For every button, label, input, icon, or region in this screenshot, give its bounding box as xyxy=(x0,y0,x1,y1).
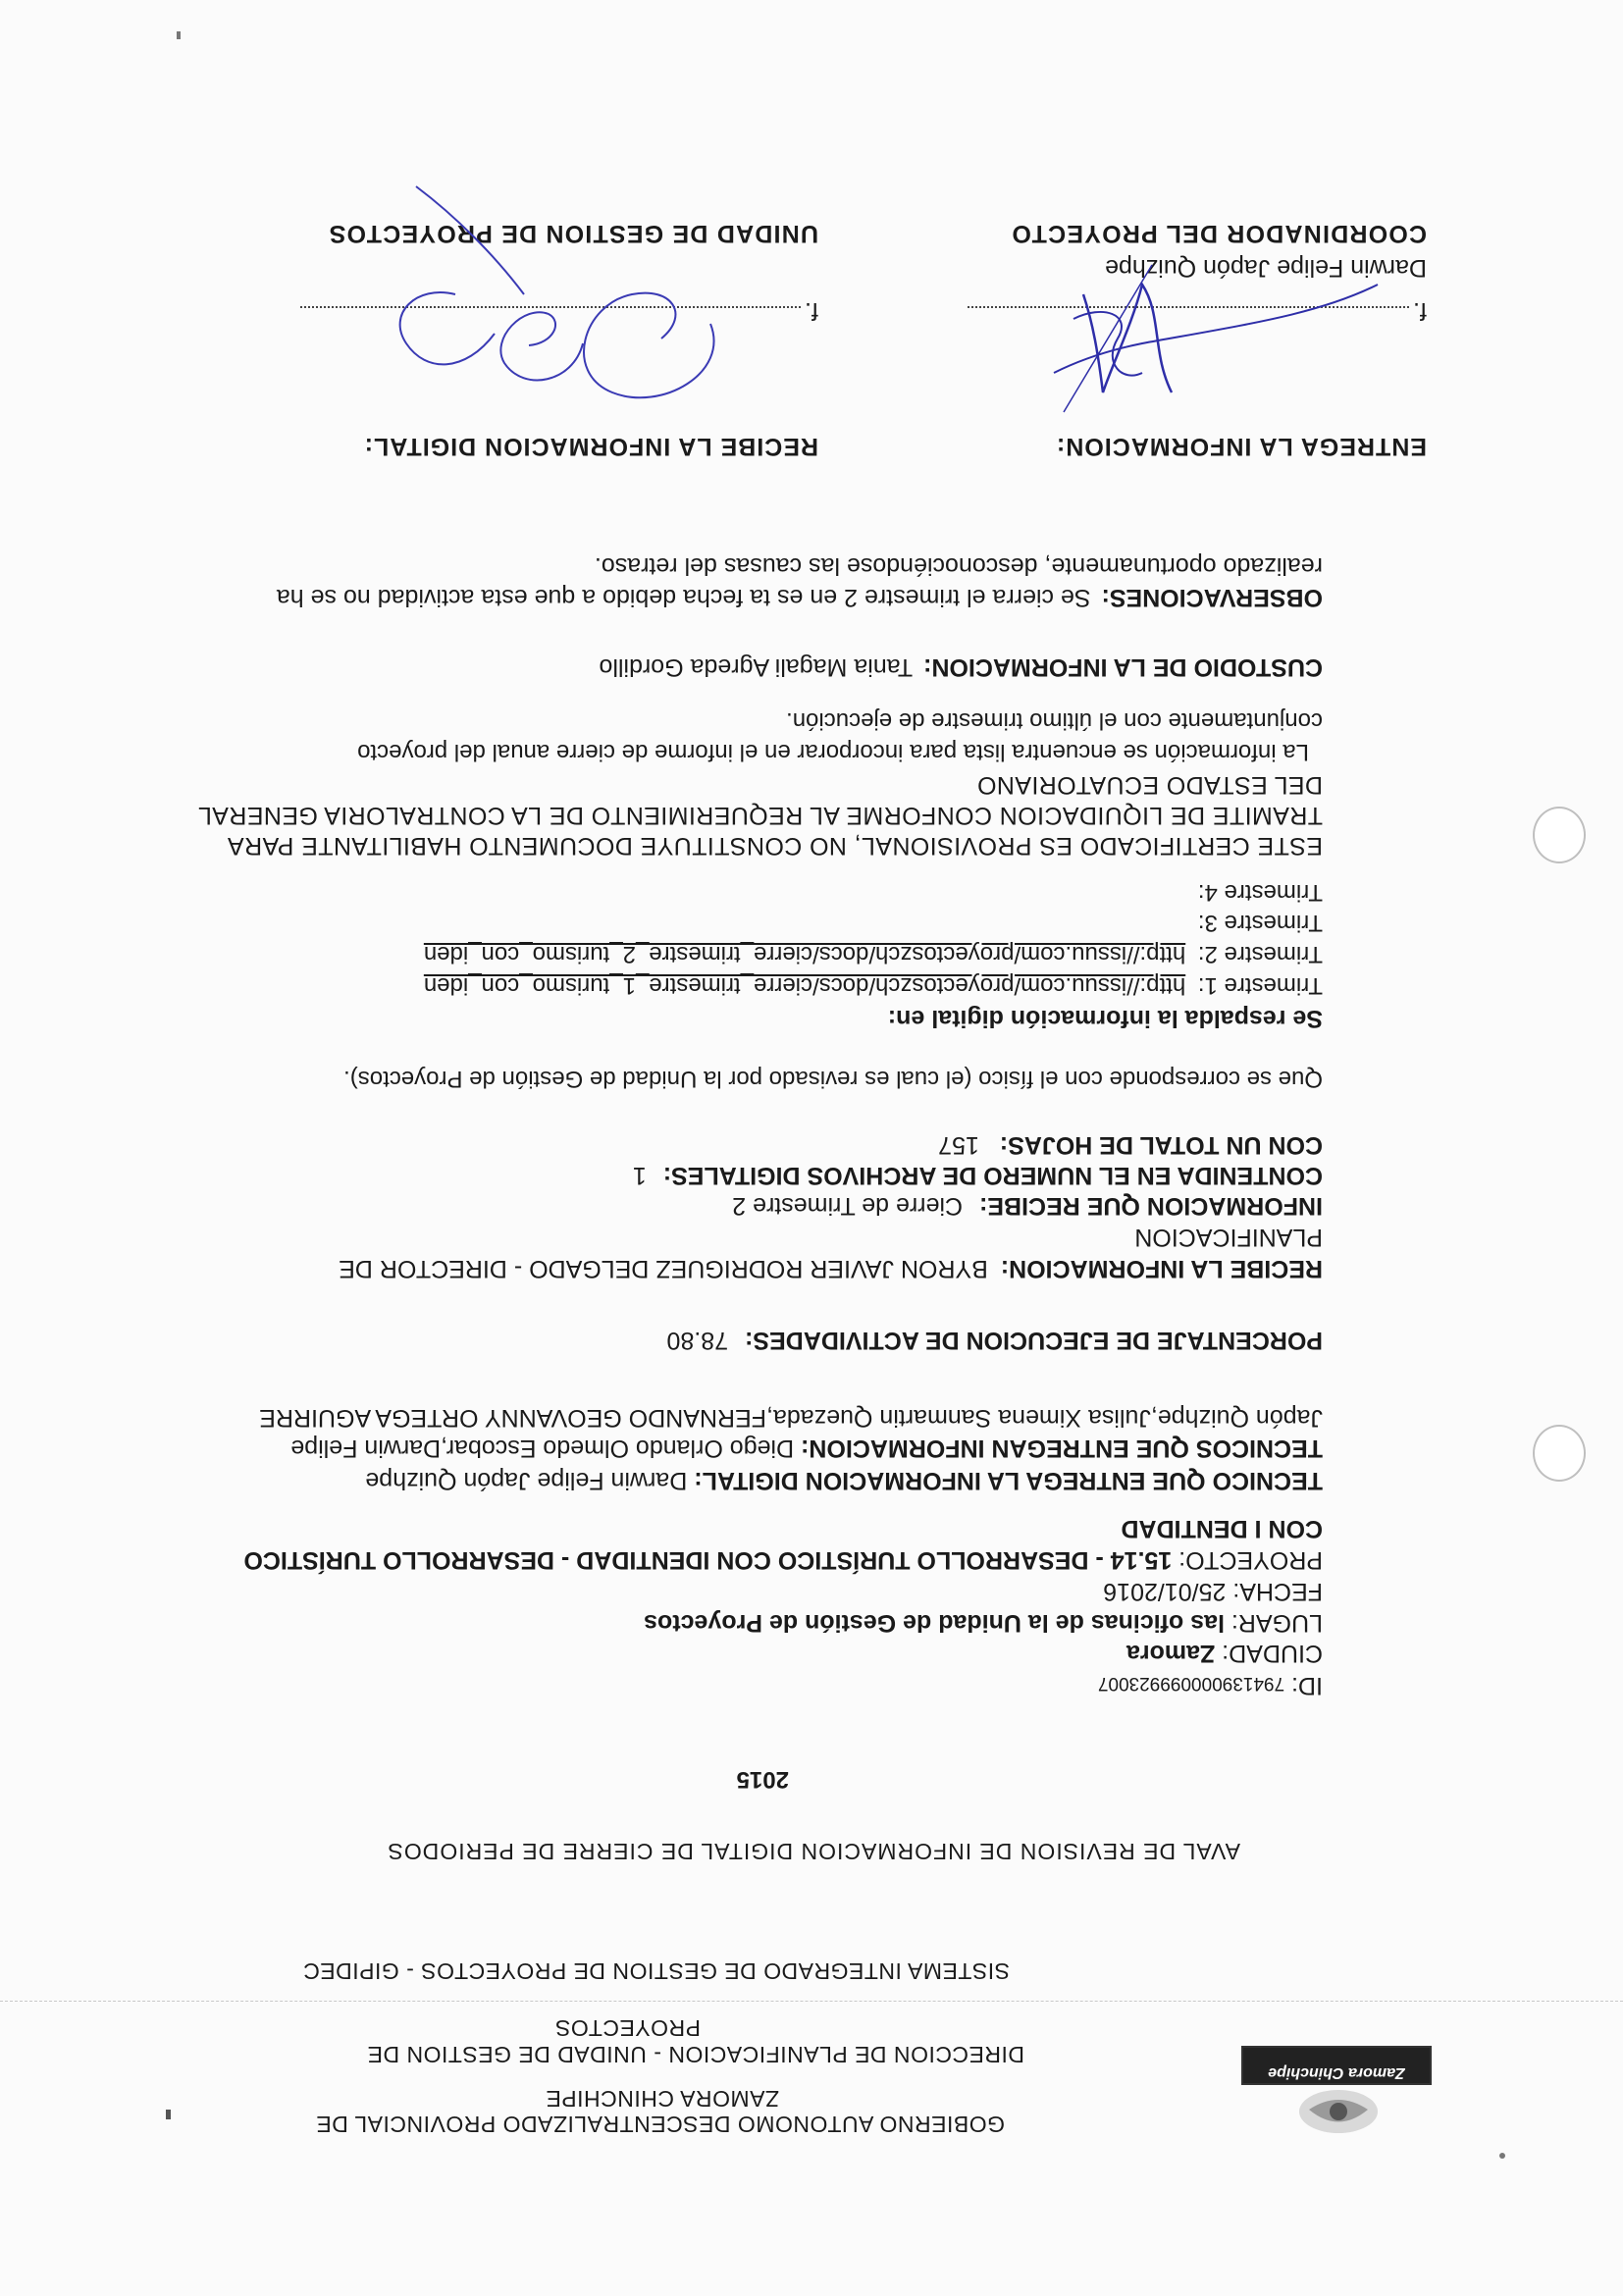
trimestre-4-row xyxy=(1198,877,1323,908)
id-row xyxy=(1098,1668,1323,1700)
hojas-label: CON UN TOTAL DE HOJAS: xyxy=(999,1131,1323,1159)
id-value: 794139000099923007 xyxy=(1097,1673,1285,1694)
logo-name: Zamora Chinchipe xyxy=(1268,2064,1405,2081)
respaldo-label: Se respalda la información digital en: xyxy=(887,1005,1323,1032)
scan-noise xyxy=(177,31,181,39)
trimestre-2-row xyxy=(424,939,1323,969)
porcentaje-row xyxy=(667,1325,1323,1355)
fecha-label: FECHA: xyxy=(1232,1578,1323,1605)
document-title: AVAL DE REVISION DE INFORMACION DIGITAL DE CIERRE DE PERIODOS xyxy=(387,1839,1240,1864)
recibe-label: RECIBE LA INFORMACION: xyxy=(1000,1255,1323,1282)
ciudad-row xyxy=(1126,1638,1323,1668)
contenida-row xyxy=(633,1160,1323,1190)
entrega-label: ENTREGA LA INFORMACION: xyxy=(1055,433,1427,460)
logo xyxy=(1241,2046,1432,2085)
tecnicos-label: TECNICOS QUE ENTREGAN INFORMACION: xyxy=(801,1435,1323,1462)
trimestre-3-row xyxy=(1198,908,1323,938)
org-name-line2: ZAMORA CHINCHIPE xyxy=(545,2086,779,2112)
f-left: f. xyxy=(1413,297,1427,325)
fecha-value: 25/01/2016 xyxy=(1103,1578,1227,1605)
tecnico-row xyxy=(365,1465,1323,1495)
observaciones-value-line2: realizado oportunamente, desconociéndose las causas del retraso. xyxy=(594,552,1323,580)
trimestre-3-label: Trimestre 3: xyxy=(1197,910,1323,936)
dept-name-line1: DIRECCION DE PLANIFICACION - UNIDAD DE GESTION DE xyxy=(367,2042,1024,2067)
observaciones-value-line1: Se cierra el trimestre 2 en es ta fecha debido a que esta actividad no se ha xyxy=(276,584,1091,611)
info-recibe-label: INFORMACION QUE RECIBE: xyxy=(979,1192,1323,1220)
logo-emblem xyxy=(1284,2085,1392,2139)
porcentaje-label: PORCENTAJE DE EJECUCION DE ACTIVIDADES: xyxy=(745,1327,1323,1354)
custodio-row xyxy=(599,652,1323,682)
hojas-value: 157 xyxy=(938,1131,979,1159)
tecnicos-value-line1: Diego Orlando Olmedo Escobar,Darwin Felipe xyxy=(290,1435,795,1462)
custodio-label: CUSTODIO DE LA INFORMACION: xyxy=(923,653,1323,681)
signer-left-role: COORDINADOR DEL PROYECTO xyxy=(1011,220,1427,247)
info-recibe-value: Cierre de Trimestre 2 xyxy=(732,1192,964,1220)
tecnicos-row xyxy=(290,1433,1323,1463)
info-anual-line2: conjuntamente con el último trimestre de ejecución. xyxy=(786,707,1323,734)
document-year: 2015 xyxy=(736,1766,789,1793)
lugar-value: las oficinas de la Unidad de Gestión de Proyectos xyxy=(644,1609,1225,1637)
fecha-row xyxy=(1103,1576,1323,1606)
punch-hole-bottom xyxy=(1533,807,1586,863)
porcentaje-value: 78.80 xyxy=(666,1327,729,1354)
punch-hole-top xyxy=(1533,1425,1586,1482)
custodio-value: Tania Magali Agreda Gordillo xyxy=(599,653,914,681)
id-label: ID: xyxy=(1291,1672,1323,1699)
info-recibe-row xyxy=(732,1190,1323,1221)
signer-left-name: Darwin Felipe Japón Quizhpe xyxy=(1105,254,1427,282)
signature-right xyxy=(338,177,750,432)
proyecto-label: PROYECTO: xyxy=(1178,1546,1323,1574)
signer-right-role: UNIDAD DE GESTION DE PROYECTOS xyxy=(328,220,818,247)
proyecto-value-line2: CON I DENTIDAD xyxy=(1121,1515,1323,1542)
corresponde-text: Que se corresponde con el físico (el cual es revisado por la Unidad de Gestión de Proyectos). xyxy=(343,1066,1323,1092)
scan-noise xyxy=(1499,2153,1505,2159)
trimestre-4-label: Trimestre 4: xyxy=(1197,879,1323,906)
recibe-value-line2: PLANIFICACION xyxy=(1134,1224,1323,1251)
org-name-line1: GOBIERNO AUTONOMO DESCENTRALIZADO PROVINCIAL DE xyxy=(315,2112,1005,2137)
certificado-line3: DEL ESTADO ECUATORIANO xyxy=(976,771,1323,799)
scan-noise xyxy=(166,2110,171,2119)
ciudad-label: CIUDAD: xyxy=(1222,1640,1323,1667)
system-name: SISTEMA INTEGRADO DE GESTION DE PROYECTOS - GIPIDEC xyxy=(302,1958,1010,1984)
lugar-label: LUGAR: xyxy=(1230,1609,1323,1637)
tecnicos-value-line2: Japón Quizhpe,Julisa Ximena Sanmartin Quezada,FERNANDO GEOVANNY ORTEGA AGUIRRE xyxy=(259,1404,1323,1432)
trimestre-2-label: Trimestre 2: xyxy=(1197,941,1323,967)
recibe-digital-label: RECIBE LA INFORMACION DIGITAL: xyxy=(363,433,818,460)
certificado-line2: TRAMITE DE LIQUIDACION CONFORME AL REQUERIMIENTO DE LA CONTRALORIA GENERAL xyxy=(197,802,1323,829)
dept-name-line2: PROYECTOS xyxy=(554,2015,701,2041)
trimestre-1-row xyxy=(424,970,1323,1001)
contenida-value: 1 xyxy=(632,1162,647,1189)
tecnico-value: Darwin Felipe Japón Quizhpe xyxy=(365,1467,688,1494)
header-divider xyxy=(0,2001,1623,2002)
trimestre-2-link[interactable]: http://issuu.com/proyectoszch/docs/cierre_trimestre_2_turismo_con_iden xyxy=(423,941,1186,967)
proyecto-value-line1: 15.14 - DESARROLLO TURÍSTICO CON IDENTIDAD - DESARROLLO TURÍSTICO xyxy=(243,1546,1173,1574)
proyecto-row xyxy=(243,1544,1323,1575)
info-anual-line1: La información se encuentra lista para incorporar en el informe de cierre anual del proyecto xyxy=(357,739,1309,765)
lugar-row xyxy=(644,1607,1323,1638)
f-right: f. xyxy=(805,297,818,325)
trimestre-1-label: Trimestre 1: xyxy=(1197,972,1323,999)
hojas-row xyxy=(938,1129,1323,1160)
recibe-value-line1: BYRON JAVIER RODRIGUEZ DELGADO - DIRECTOR DE xyxy=(339,1255,988,1282)
certificado-line1: ESTE CERTIFICADO ES PROVISIONAL, NO CONSTITUYE DOCUMENTO HABILITANTE PARA xyxy=(227,832,1323,860)
recibe-row xyxy=(339,1253,1323,1283)
observaciones-label: OBSERVACIONES: xyxy=(1101,584,1323,611)
contenida-label: CONTENIDA EN EL NUMERO DE ARCHIVOS DIGITALES: xyxy=(662,1162,1323,1189)
tecnico-label: TECNICO QUE ENTREGA LA INFORMACION DIGITAL: xyxy=(694,1467,1323,1494)
trimestre-1-link[interactable]: http://issuu.com/proyectoszch/docs/cierre_trimestre_1_turismo_con_iden xyxy=(423,972,1186,999)
signature-left xyxy=(985,255,1397,432)
ciudad-value: Zamora xyxy=(1126,1640,1216,1667)
observaciones-row xyxy=(277,582,1323,612)
